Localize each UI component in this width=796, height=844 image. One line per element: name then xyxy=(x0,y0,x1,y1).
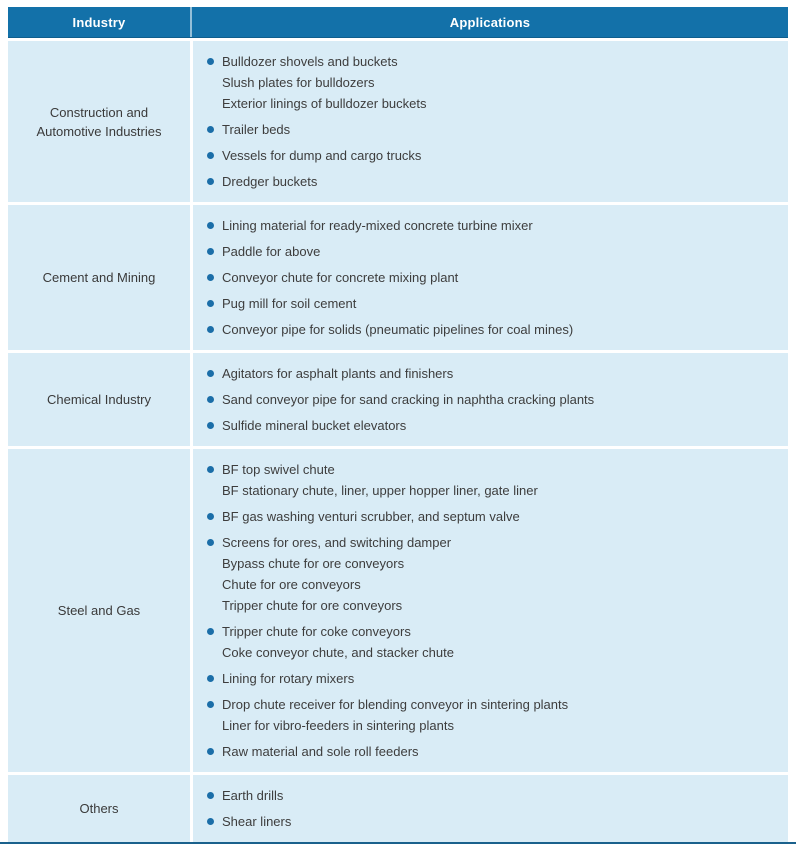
application-text: Trailer beds xyxy=(222,122,291,137)
bullet-icon xyxy=(207,126,214,133)
applications-cell xyxy=(193,449,788,772)
industry-cell-label: Chemical Industry xyxy=(8,353,190,446)
application-text: Pug mill for soil cement xyxy=(222,296,357,311)
application-item xyxy=(207,267,776,288)
table xyxy=(8,7,788,842)
application-item xyxy=(207,532,776,553)
application-text: Raw material and sole roll feeders xyxy=(222,744,419,759)
application-text: Sand conveyor pipe for sand cracking in naphtha cracking plants xyxy=(222,392,595,407)
industry-cell-label: Construction and Automotive Industries xyxy=(8,41,190,202)
table-rows xyxy=(8,41,788,842)
application-item xyxy=(207,389,776,410)
application-text: Tripper chute for coke conveyors xyxy=(222,624,411,639)
bullet-icon xyxy=(207,274,214,281)
bullet-icon xyxy=(207,701,214,708)
application-text: Liner for vibro-feeders in sintering plants xyxy=(222,718,454,733)
application-text: Lining for rotary mixers xyxy=(222,671,355,686)
table-row xyxy=(8,775,788,842)
bullet-icon xyxy=(207,222,214,229)
bullet-icon xyxy=(207,466,214,473)
bullet-icon xyxy=(207,748,214,755)
bullet-icon xyxy=(207,675,214,682)
application-text: Shear liners xyxy=(222,814,292,829)
table-row xyxy=(8,449,788,772)
bullet-icon xyxy=(207,396,214,403)
application-item xyxy=(207,171,776,192)
bullet-icon xyxy=(207,539,214,546)
application-item xyxy=(207,506,776,527)
application-item xyxy=(207,715,776,736)
application-item xyxy=(207,621,776,642)
table-header-row xyxy=(8,7,788,38)
bullet-icon xyxy=(207,326,214,333)
application-item xyxy=(207,145,776,166)
application-item xyxy=(207,215,776,236)
applications-list xyxy=(207,363,776,436)
industry-cell-label: Steel and Gas xyxy=(8,449,190,772)
applications-cell xyxy=(193,353,788,446)
application-item xyxy=(207,642,776,663)
application-item xyxy=(207,459,776,480)
header-cell-industry: Industry xyxy=(72,14,126,30)
application-text: Screens for ores, and switching damper xyxy=(222,535,452,550)
bullet-icon xyxy=(207,300,214,307)
bullet-icon xyxy=(207,58,214,65)
application-text: BF gas washing venturi scrubber, and septum valve xyxy=(222,509,520,524)
application-text: Tripper chute for ore conveyors xyxy=(222,598,403,613)
header-cell-applications: Applications xyxy=(449,14,531,30)
industry-cell-label: Others xyxy=(8,775,190,842)
application-text: Earth drills xyxy=(222,788,284,803)
bullet-icon xyxy=(207,513,214,520)
bullet-icon xyxy=(207,178,214,185)
application-item xyxy=(207,293,776,314)
bullet-icon xyxy=(207,370,214,377)
application-item xyxy=(207,51,776,72)
applications-list xyxy=(207,785,776,832)
bullet-icon xyxy=(207,152,214,159)
application-item xyxy=(207,553,776,574)
application-item xyxy=(207,480,776,501)
applications-list xyxy=(207,51,776,192)
applications-cell xyxy=(193,41,788,202)
applications-cell xyxy=(193,205,788,350)
applications-list xyxy=(207,459,776,762)
application-text: Bulldozer shovels and buckets xyxy=(222,54,398,69)
application-item xyxy=(207,785,776,806)
application-item xyxy=(207,741,776,762)
applications-cell xyxy=(193,775,788,842)
application-text: Exterior linings of bulldozer buckets xyxy=(222,96,427,111)
bullet-icon xyxy=(207,248,214,255)
application-item xyxy=(207,93,776,114)
application-text: Lining material for ready-mixed concrete turbine mixer xyxy=(222,218,533,233)
industry-cell-label: Cement and Mining xyxy=(8,205,190,350)
table-row xyxy=(8,353,788,446)
application-text: Dredger buckets xyxy=(222,174,318,189)
application-item xyxy=(207,574,776,595)
bullet-icon xyxy=(207,422,214,429)
application-text: Sulfide mineral bucket elevators xyxy=(222,418,407,433)
application-item xyxy=(207,319,776,340)
application-text: Paddle for above xyxy=(222,244,321,259)
table-row xyxy=(8,41,788,202)
application-item xyxy=(207,668,776,689)
application-text: Agitators for asphalt plants and finishers xyxy=(222,366,454,381)
application-item xyxy=(207,811,776,832)
application-text: Drop chute receiver for blending conveyor in sintering plants xyxy=(222,697,569,712)
application-text: Slush plates for bulldozers xyxy=(222,75,375,90)
bullet-icon xyxy=(207,818,214,825)
application-item xyxy=(207,241,776,262)
application-text: Chute for ore conveyors xyxy=(222,577,361,592)
application-text: BF top swivel chute xyxy=(222,462,335,477)
table-row xyxy=(8,205,788,350)
application-text: Conveyor pipe for solids (pneumatic pipelines for coal mines) xyxy=(222,322,574,337)
application-item xyxy=(207,415,776,436)
application-text: BF stationary chute, liner, upper hopper liner, gate liner xyxy=(222,483,538,498)
application-item xyxy=(207,119,776,140)
bullet-icon xyxy=(207,792,214,799)
applications-list xyxy=(207,215,776,340)
application-text: Coke conveyor chute, and stacker chute xyxy=(222,645,454,660)
application-text: Vessels for dump and cargo trucks xyxy=(222,148,422,163)
application-item xyxy=(207,595,776,616)
application-item xyxy=(207,72,776,93)
application-item xyxy=(207,694,776,715)
bullet-icon xyxy=(207,628,214,635)
application-text: Bypass chute for ore conveyors xyxy=(222,556,405,571)
application-item xyxy=(207,363,776,384)
application-text: Conveyor chute for concrete mixing plant xyxy=(222,270,459,285)
